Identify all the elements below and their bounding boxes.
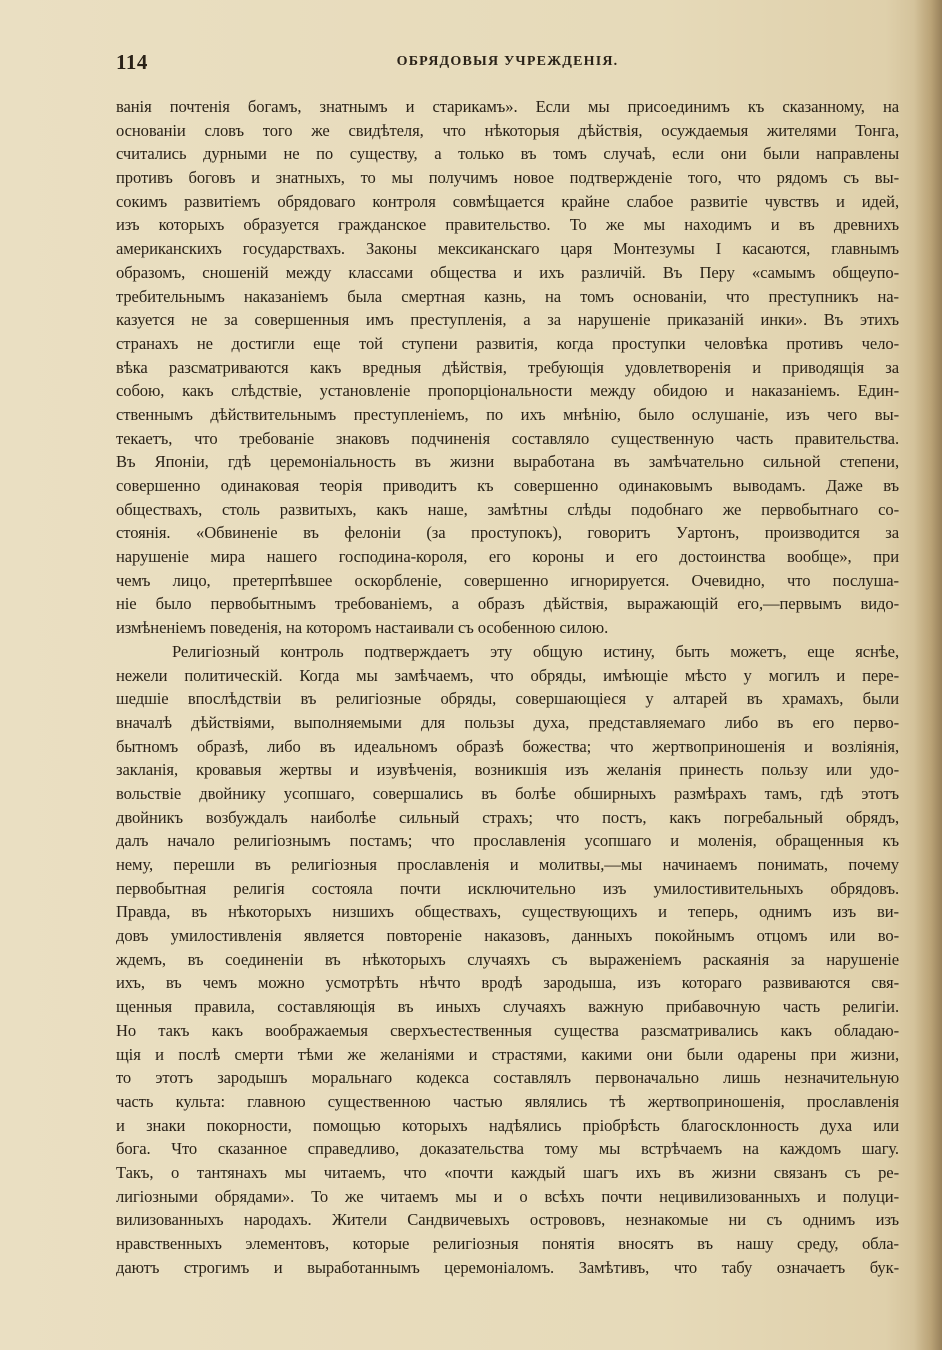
text-line: требительнымъ наказаніемъ была смертная казнь, на томъ основаніи, что преступникъ на- [116,286,899,306]
body-text [116,95,899,1279]
text-line: ніе было первобытнымъ требованіемъ, а образъ дѣйствія, выражающій его,—первымъ видо- [116,594,899,614]
text-line: щія и послѣ смерти тѣми же желаніями и страстями, какими они были одарены при жизни, [116,1044,899,1064]
text-line: Религіозный контроль подтверждаетъ эту общую истину, быть можетъ, еще яснѣе, [172,641,899,661]
text-line: шедшіе впослѣдствіи въ религіозные обряды, совершающіеся у алтарей въ храмахъ, были [116,689,899,709]
page-number: 114 [116,50,148,74]
text-line: часть культа: главною существенною частью являлись тѣ жертвоприношенія, прославленія [116,1091,899,1111]
text-line: совершенно одинаковая теорія приводитъ къ совершенно одинаковымъ выводамъ. Даже въ [116,476,899,495]
text-line: далъ начало религіознымъ постамъ; что прославленія усопшаго и моленія, обращенныя къ [116,831,899,851]
text-line: считались дурными не по существу, а только въ томъ случаѣ, если они были направлены [116,144,899,164]
text-line: то этотъ зародышъ моральнаго кодекса составлялъ первоначально лишь незначительную [116,1068,899,1088]
text-line: даютъ строгимъ и выработаннымъ церемоніаломъ. Замѣтивъ, что табу означаетъ бук- [116,1257,899,1277]
text-line: вначалѣ дѣйствіями, выполняемыми для пользы духа, представляемаго либо въ его перво- [116,712,899,732]
text-line: Такъ, о тантянахъ мы читаемъ, что «почти каждый шагъ ихъ въ жизни связанъ съ ре- [116,1162,899,1182]
text-line: и знаки покорности, помощью которыхъ надѣялись пріобрѣсть благосклонность духа или [116,1115,899,1135]
text-line: чемъ лицо, претерпѣвшее оскорбленіе, совершенно игнорируется. Очевидно, что послуша- [116,570,899,590]
text-line: вольствіе двойнику усопшаго, совершались въ болѣе обширныхъ размѣрахъ тамъ, гдѣ этотъ [116,783,899,803]
text-line: Правда, въ нѣкоторыхъ низшихъ обществахъ, существующихъ и теперь, однимъ изъ ви- [116,902,899,922]
text-line: ственнымъ дѣйствительнымъ преступленіемъ, по ихъ мнѣнію, было ослушаніе, изъ чего вы- [116,404,899,424]
text-line: первобытная религія состояла почти исключительно изъ умилостивительныхъ обрядовъ. [116,878,899,898]
text-line: измѣненіемъ поведенія, на которомъ настаивали съ особенною силою. [116,618,609,638]
page-header [116,50,899,76]
text-line: Но такъ какъ воображаемыя сверхъестественныя существа разсматривались какъ обладаю- [116,1020,899,1040]
text-line: лигіозными обрядами». То же читаемъ мы и о всѣхъ почти нецивилизованныхъ и полуци- [116,1186,899,1206]
text-line: ванія почтенія богамъ, знатнымъ и старикамъ». Если мы присоединимъ къ сказанному, на [116,97,899,116]
text-line: нарушеніе мира нашего господина-короля, его короны и его достоинства вообще», при [116,547,899,567]
text-line: щенныя правила, составляющія въ иныхъ случаяхъ важную прибавочную часть религіи. [116,997,899,1017]
page-edge-shadow [914,0,942,1350]
text-line: противъ боговъ и знатныхъ, то мы получимъ новое подтвержденіе того, что рядомъ съ вы- [116,168,899,188]
text-line: Въ Японіи, гдѣ церемоніальность въ жизни выработана въ замѣчательно сильной степени, [116,452,899,472]
text-line: собою, какъ слѣдствіе, установленіе пропорціональности между обидою и наказаніемъ. Един- [116,381,899,401]
text-line: нежели политическій. Когда мы замѣчаемъ, что обряды, имѣющіе мѣсто у могилъ и пере- [116,665,899,685]
text-line: основаніи словъ того же свидѣтеля, что нѣкоторыя дѣйствія, осуждаемыя жителями Тонга, [116,120,899,140]
text-line: ждемъ, въ соединеніи въ нѣкоторыхъ случаяхъ съ выраженіемъ раскаянія за нарушеніе [116,949,899,969]
text-line: нравственныхъ элементовъ, которые религіозныя понятія вносятъ въ нашу среду, обла- [116,1234,899,1253]
text-line: текаетъ, что требованіе знаковъ подчиненія составляло существенную часть правительства. [116,428,899,448]
text-line: образомъ, сношеній между классами общества и ихъ различій. Въ Перу «самымъ общеупо- [116,262,899,282]
text-line: обществахъ, столь развитыхъ, какъ наше, замѣтны слѣды подобнаго же первобытнаго со- [116,499,899,519]
text-line: ихъ, въ чемъ можно усмотрѣть нѣчто вродѣ зародыша, изъ котораго развиваются свя- [116,973,899,993]
text-line: сокимъ развитіемъ обрядоваго контроля совмѣщается крайне слабое развитіе чувствъ и идей, [116,191,899,211]
text-line: бога. Что сказанное справедливо, доказательства тому мы встрѣчаемъ на каждомъ шагу. [116,1139,899,1159]
text-line: вѣка разсматриваются какъ вредныя дѣйствія, требующія удовлетворенія и приводящія за [116,357,899,377]
text-line: довъ умилостивленія является повтореніе наказовъ, данныхъ покойнымъ отцомъ или во- [116,926,899,946]
text-line: изъ которыхъ образуется гражданское правительство. То же мы находимъ и въ древнихъ [116,215,899,235]
text-line: американскихъ государствахъ. Законы мексиканскаго царя Монтезумы I касаются, главнымъ [116,239,899,259]
running-head: ОБРЯДОВЫЯ УЧРЕЖДЕНІЯ. [396,54,619,69]
text-line: странахъ не достигли еще той ступени развитія, когда проступки человѣка противъ чело- [116,333,899,353]
text-line: казуется не за совершенныя имъ преступленія, а за нарушеніе приказаній инки». Въ этихъ [116,310,899,330]
text-line: закланія, кровавыя жертвы и изувѣченія, возникшія изъ желанія принесть пользу или удо- [116,760,899,780]
text-line: двойникъ возбуждалъ наиболѣе сильный страхъ; что постъ, какъ погребальный обрядъ, [116,807,899,827]
text-line: стоянія. «Обвиненіе въ фелоніи (за проступокъ), говоритъ Уартонъ, производится за [116,523,899,543]
text-line: бытномъ образѣ, либо въ идеальномъ образѣ божества; что жертвоприношенія и возліянія, [116,736,899,756]
text-line: нему, перешли въ религіозныя прославленія и молитвы,—мы начинаемъ понимать, почему [116,855,899,874]
text-line: вилизованныхъ народахъ. Жители Сандвичевыхъ острововъ, незнакомые ни съ однимъ изъ [116,1210,899,1230]
